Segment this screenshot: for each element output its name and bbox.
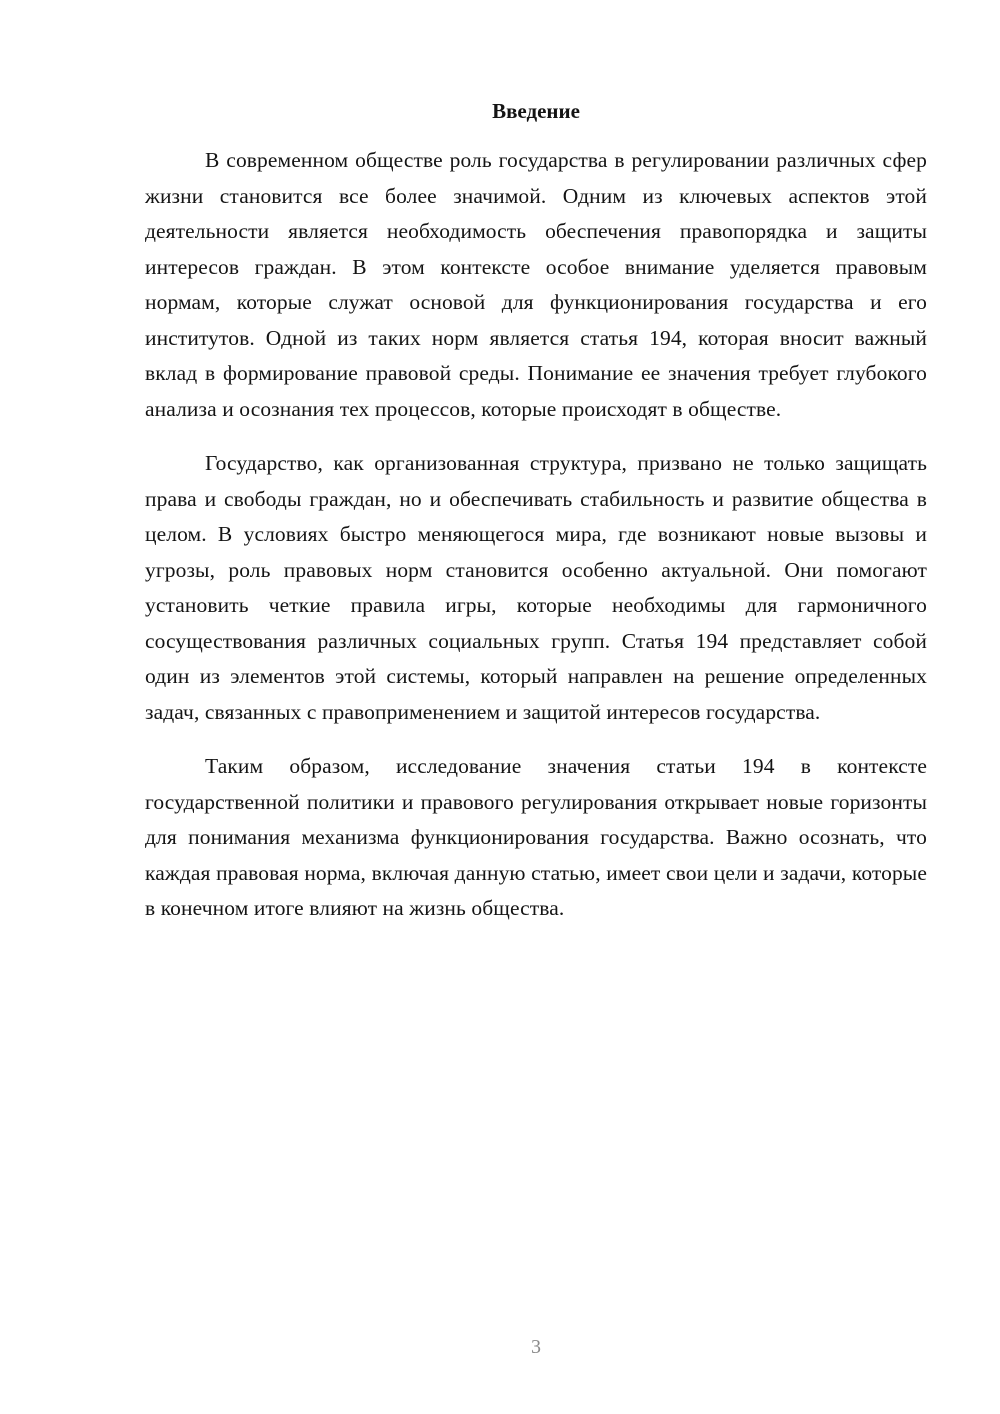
paragraph-2: Государство, как организованная структура, призвано не только защищать права и свободы граждан, но и обеспечивать стабильность и развитие общества в целом. В условиях быстро меняющегося мира, где возникают новые вызовы и угрозы, роль правовых норм становится особенно актуальной. Они помогают установить четкие правила игры, которые необходимы для гармоничного сосуществования различных социальных групп. Статья 194 представляет собой один из элементов этой системы, который направлен на решение определенных задач, связанных с правоприменением и защитой интересов государства. (145, 451, 927, 724)
paragraph-1: В современном обществе роль государства в регулировании различных сфер жизни становится все более значимой. Одним из ключевых аспектов этой деятельности является необходимость обеспечения правопорядка и защиты интересов граждан. В этом контексте особое внимание уделяется правовым нормам, которые служат основой для функционирования государства и его институтов. Одной из таких норм является статья 194, которая вносит важный вклад в формирование правовой среды. Понимание ее значения требует глубокого анализа и осознания тех процессов, которые происходят в обществе. (145, 148, 927, 421)
section-heading: Введение (492, 99, 580, 123)
body-text (145, 143, 927, 946)
page-number: 3 (531, 1336, 541, 1358)
paragraph-3: Таким образом, исследование значения статьи 194 в контексте государственной политики и правового регулирования открывает новые горизонты для понимания механизма функционирования государства. Важно осознать, что каждая правовая норма, включая данную статью, имеет свои цели и задачи, которые в конечном итоге влияют на жизнь общества. (145, 754, 927, 920)
